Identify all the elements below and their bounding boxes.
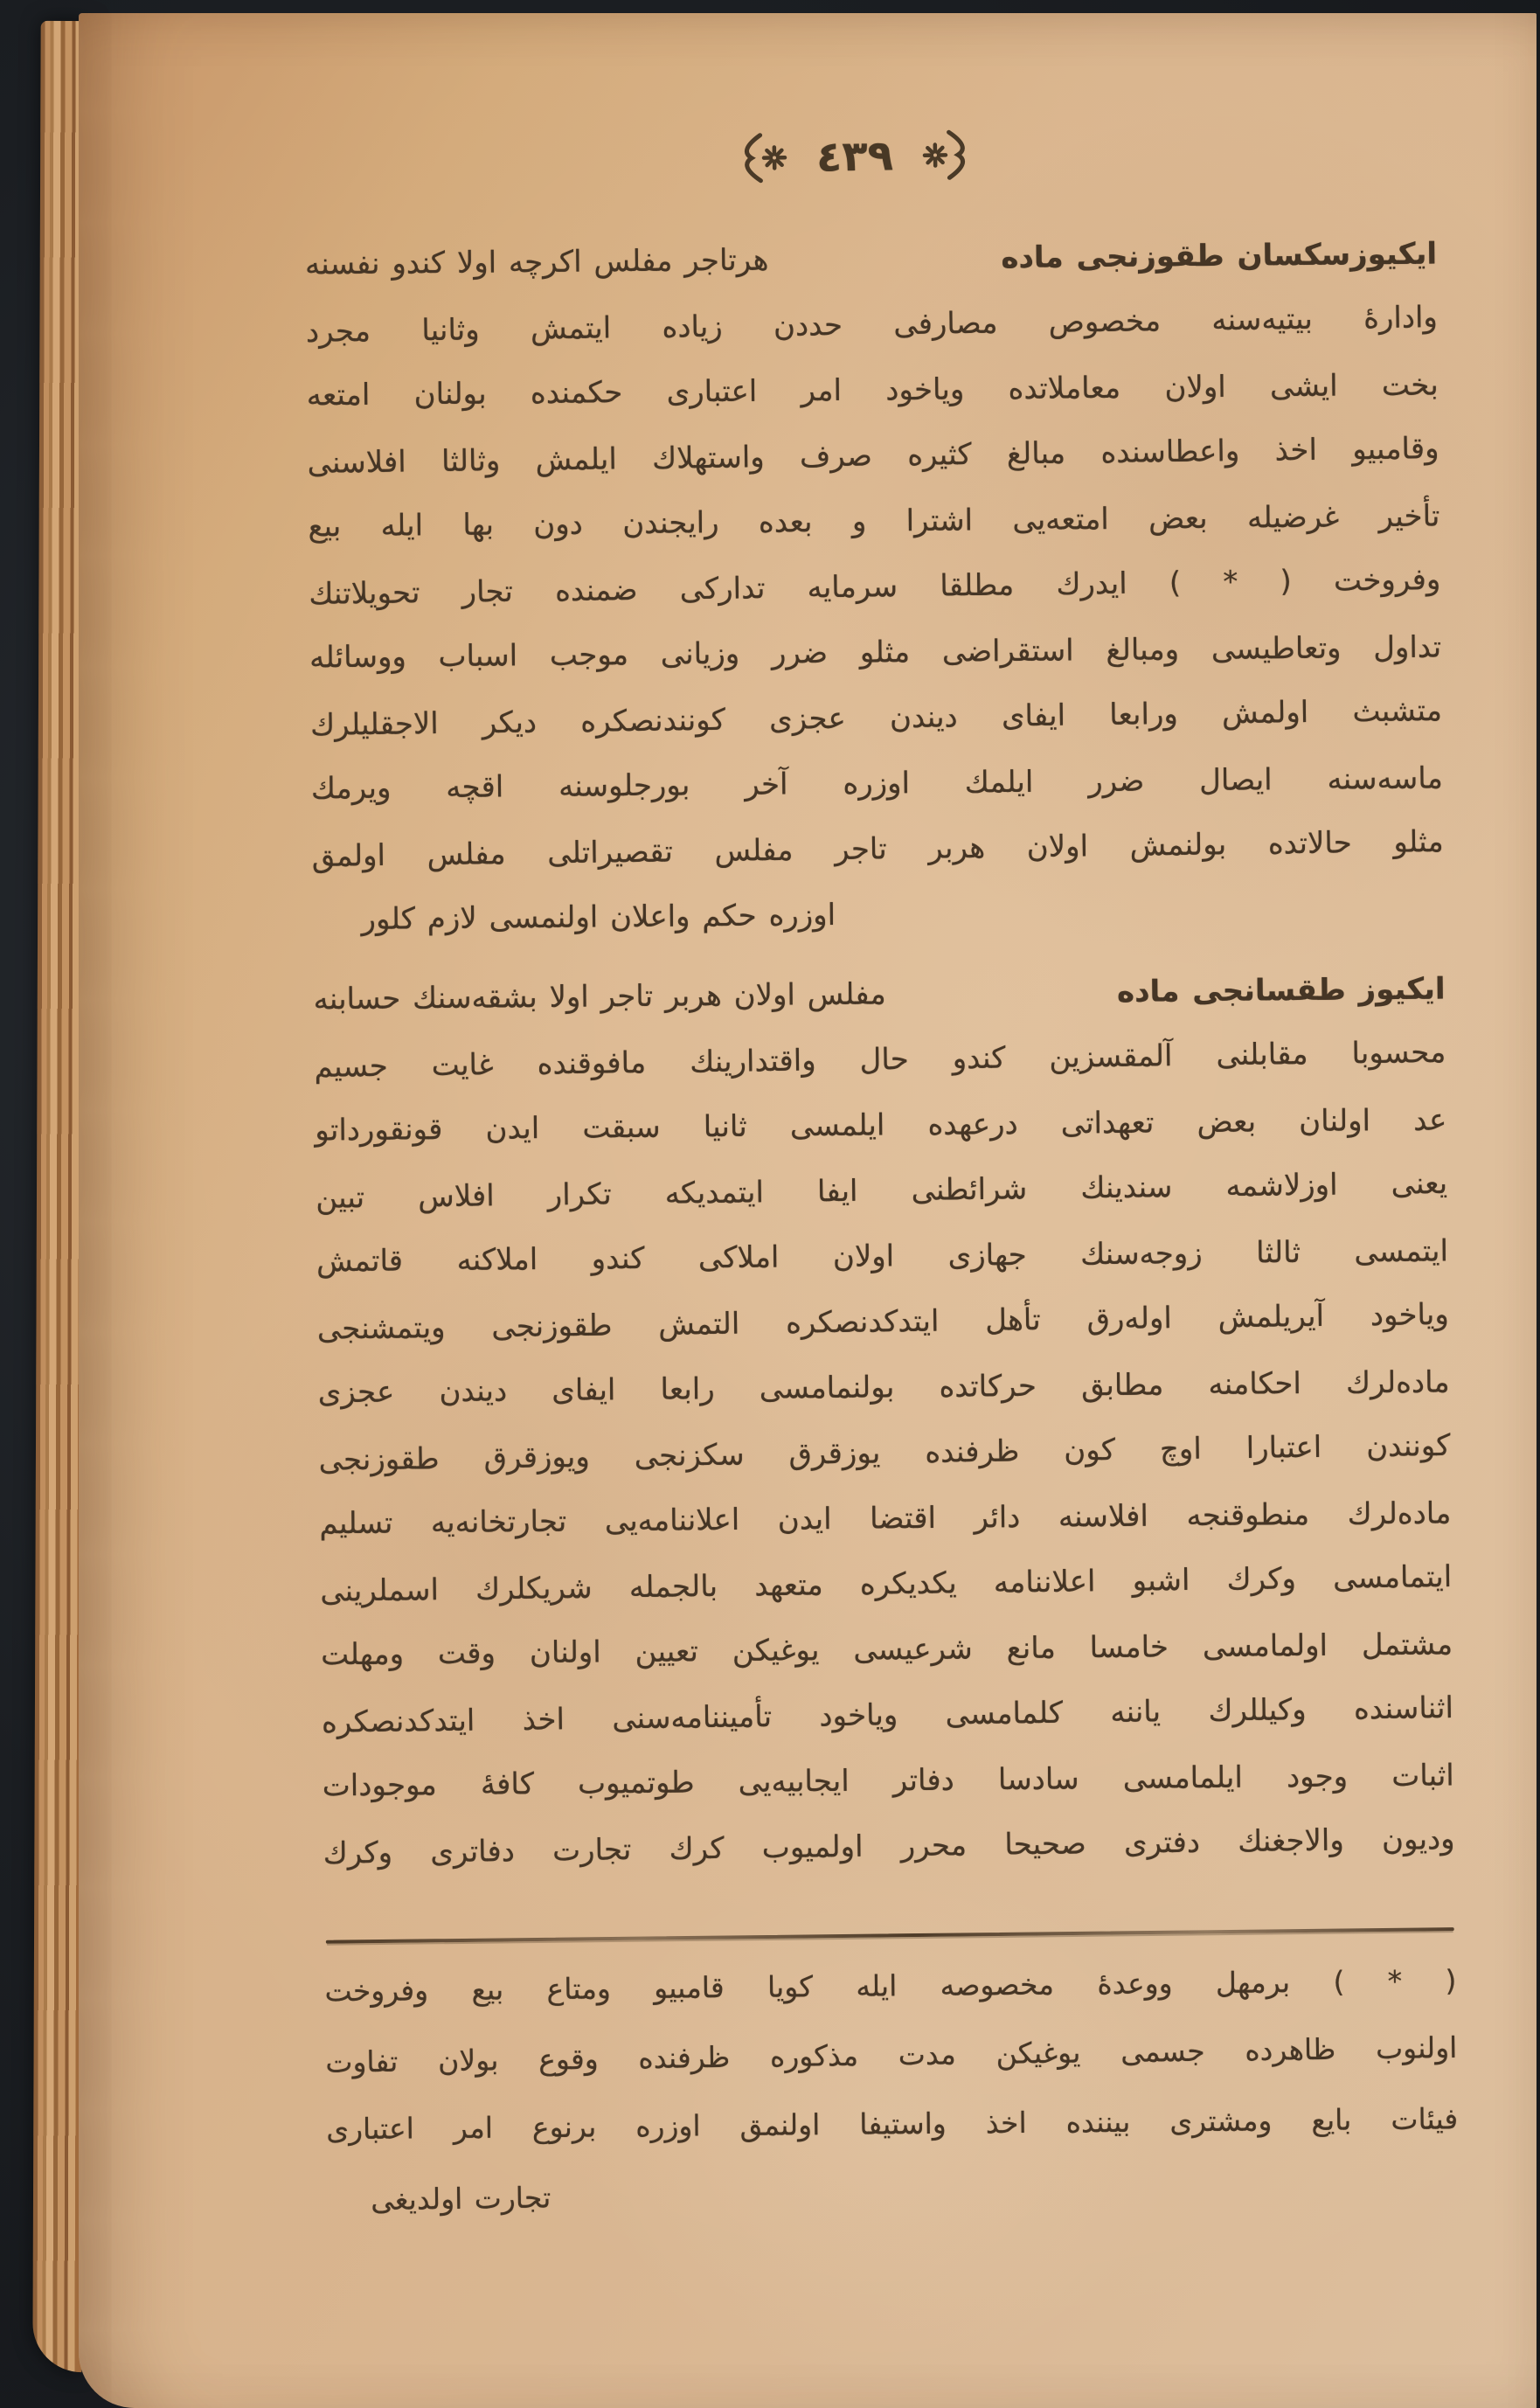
- article-opening-text: مفلس اولان هربر تاجر اولا بشقه‌سنك حسابنه: [313, 976, 886, 1017]
- folio-ornament-right-icon: [917, 127, 967, 184]
- text-line: اثناسنده وکیللرك یاننه کلمامسی ویاخود تأمیننامه‌سنی اخذ ایتدکدنصکره: [321, 1690, 1454, 1740]
- text-line: وقامبیو اخذ واعطاسنده مبالغ کثیره صرف واستهلاك ایلمش وثالثا افلاسنی: [307, 431, 1439, 481]
- footnote-line: تجارت اولدیغی: [370, 2180, 551, 2217]
- text-line: اوزره حکم واعلان اولنمسی لازم کلور: [361, 897, 836, 937]
- footnote: [324, 1945, 1460, 2234]
- text-block: [305, 220, 1460, 2234]
- article-number-label: ایکیوزسکسان طقوزنجی ماده: [1001, 236, 1438, 276]
- footnote-line: اولنوب ظاهرده جسمی یوغیکن مدت مذکوره ظرفنده وقوع بولان تفاوت: [325, 2030, 1458, 2079]
- text-line: ایتمسی ثالثا زوجه‌سنك جهازی اولان املاکی کندو املاکنه قاتمش: [316, 1233, 1449, 1280]
- article-opening-text: هرتاجر مفلس اکرچه اولا کندو نفسنه: [304, 242, 769, 282]
- footnote-line: فیئات بایع ومشتری بیننده اخذ واستیفا اولنمق اوزره برنوع امر اعتباری: [326, 2101, 1459, 2147]
- text-line: ماده‌لرك منطوقنجه افلاسنه دائر اقتضا ایدن اعلاننامه‌یی تجارتخانه‌یه تسلیم: [319, 1495, 1452, 1542]
- footnote-divider: [326, 1927, 1454, 1944]
- text-line: مثلو حالاتده بولنمش اولان هربر تاجر مفلس تقصیراتلی مفلس اولمق: [311, 824, 1444, 874]
- text-line: ویاخود آیریلمش اوله‌رق تأهل ایتدکدنصکره التمش طقوزنجی ویتمشنجی: [316, 1296, 1450, 1347]
- text-line: وادارهٔ بیتیه‌سنه مخصوص مصارفی حددن زیاده ایتمش وثانیا مجرد: [305, 300, 1439, 350]
- text-line: ماسه‌سنه ایصال ضرر ایلمك اوزره آخر بورجلوسنه اقچه ویرمك: [310, 760, 1444, 807]
- text-line: مشتمل اولمامسی خامسا مانع شرعیسی یوغیکن تعیین اولنان وقت ومهلت: [320, 1627, 1453, 1673]
- text-line: بخت ایشی اولان معاملاتده ویاخود امر اعتباری حکمنده بولنان امتعه: [306, 367, 1439, 413]
- text-line: ماده‌لرك احکامنه مطابق حرکاتده بولنمامسی رابعا ایفای دیندن عجزی: [317, 1364, 1450, 1411]
- folio-header: [126, 117, 1540, 196]
- text-line: متشبث اولمش ورابعا ایفای دیندن عجزی کونندنصکره دیکر الاجقلیلرك: [309, 693, 1443, 743]
- page-number: ٤٣٩: [815, 131, 894, 182]
- text-line: تداول وتعاطیسی ومبالغ استقراضی مثلو ضرر وزیانی موجب اسباب ووسائله: [309, 629, 1442, 676]
- text-line: [313, 956, 1446, 1032]
- article-290: [313, 955, 1455, 1886]
- text-line: یعنی اوزلاشمه سندینك شرائطنی ایفا ایتمدیکه تکرار افلاس تبین: [315, 1165, 1448, 1216]
- article-289: [305, 220, 1445, 954]
- text-line: ایتمامسی وکرك اشبو اعلاننامه یکدیکره متعهد بالجمله شریکلرك اسملرینی: [320, 1558, 1453, 1609]
- folio-ornament-left-icon: [743, 129, 793, 186]
- text-line: تأخیر غرضیله بعض امتعه‌یی اشترا و بعده رایجندن دون بها ایله بیع: [308, 498, 1440, 545]
- text-line: کونندن اعتبارا اوچ کون ظرفنده یوزقرق سکزنجی ویوزقرق طقوزنجی: [318, 1427, 1451, 1478]
- footnote-line: ( * ) برمهل ووعدهٔ مخصوصه ایله کویا قامبیو ومتاع بیع وفروخت: [324, 1963, 1457, 2009]
- text-line: وفروخت ( * ) ایدرك مطلقا سرمایه تدارکی ضمنده تجار تحویلاتنك: [309, 562, 1441, 612]
- text-line: ودیون والاجغنك دفتری صحیحا محرر اولمیوب کرك تجارت دفاتری وکرك: [323, 1821, 1455, 1871]
- article-number-label: ایکیوز طقسانجی ماده: [1116, 971, 1446, 1010]
- text-line: محسوبا مقابلنی آلمقسزین کندو حال واقتدارینك مافوقنده غایت جسیم: [314, 1034, 1446, 1085]
- book-page: [79, 13, 1537, 2408]
- text-line: عد اولنان بعض تعهداتی درعهده ایلمسی ثانیا سبقت ایدن قونقورداتو: [315, 1102, 1447, 1148]
- text-line: اثبات وجود ایلمامسی سادسا دفاتر ایجابیه‌یی طوتمیوب کافهٔ موجودات: [322, 1758, 1454, 1804]
- text-line: [305, 222, 1438, 298]
